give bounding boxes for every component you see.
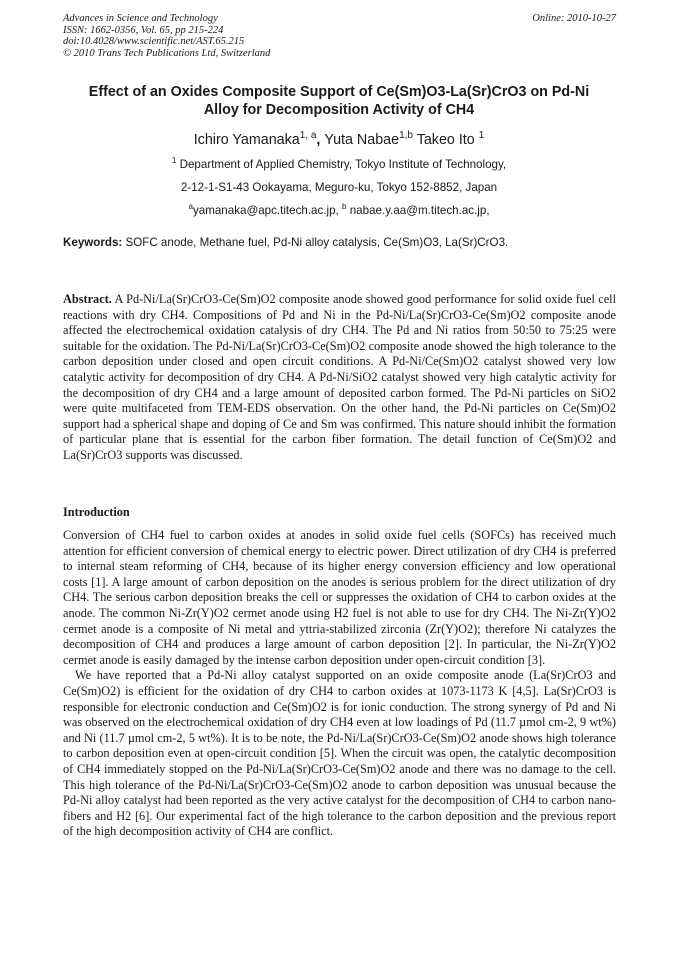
keywords bbox=[63, 236, 623, 250]
author-2-affil: 1,b bbox=[399, 130, 413, 142]
author-1-affil: 1, a bbox=[299, 130, 317, 142]
author-3: Takeo Ito bbox=[412, 132, 479, 148]
affiliation-line-1 bbox=[40, 158, 638, 172]
intro-paragraph-2: We have reported that a Pd-Ni alloy catalyst supported on an oxide composite anode (La(Sr)CrO3 and Ce(Sm)O2) is efficient for the oxidation of dry CH4 to carbon oxides at 1073-1173 K [4,5]. La(Sr)CrO3 is responsible for electronic conduction and Ce(Sm)O2 is for ionic conduction. The strong synergy of Pd and Ni was observed on the electrochemical oxidation of dry CH4 even at low loadings of Pd (11.7 µmol cm-2, 9 wt%) and Ni (11.7 µmol cm-2, 5 wt%). It is to be note, the Pd-Ni/La(Sr)CrO3-Ce(Sm)O2 anode shows high tolerance to carbon deposition even at open-circuit condition [5]. When the circuit was open, the catalytic decomposition of CH4 immediately stopped on the Pd-Ni/La(Sr)CrO3-Ce(Sm)O2 anode and there was no damage to the cell. This high tolerance of the Pd-Ni/La(Sr)CrO3-Ce(Sm)O2 anode to carbon deposition was unusual because the Pd-Ni alloy catalyst had been reported as the very active catalyst for the decomposition of CH4 to carbon nano-fibers and H2 [6]. Our experimental fact of the high tolerance to the carbon deposition and the previous report of the high decomposition activity of CH4 are conflict. bbox=[63, 668, 616, 839]
email-b: nabae.y.aa@m.titech.ac.jp, bbox=[346, 204, 490, 217]
keywords-text: SOFC anode, Methane fuel, Pd-Ni alloy catalysis, Ce(Sm)O3, La(Sr)CrO3. bbox=[122, 236, 509, 249]
copyright: © 2010 Trans Tech Publications Ltd, Switzerland bbox=[63, 47, 271, 59]
email-a: yamanaka@apc.titech.ac.jp, bbox=[192, 204, 342, 217]
title-line-1: Effect of an Oxides Composite Support of Ce(Sm)O3-La(Sr)CrO3 on Pd-Ni bbox=[88, 84, 590, 100]
author-list bbox=[40, 131, 638, 149]
author-1: Ichiro Yamanaka bbox=[193, 132, 300, 148]
doi: doi:10.4028/www.scientific.net/AST.65.215 bbox=[63, 36, 245, 47]
abstract bbox=[63, 292, 616, 464]
introduction-body bbox=[63, 528, 616, 840]
keywords-label: Keywords: bbox=[63, 236, 123, 249]
author-emails bbox=[40, 204, 638, 218]
journal-header bbox=[63, 13, 616, 59]
journal-name: Advances in Science and Technology bbox=[63, 13, 218, 24]
abstract-text: A Pd-Ni/La(Sr)CrO3-Ce(Sm)O2 composite anode showed good performance for solid oxide fuel cell reactions with dry CH4. Compositions of Pd and Ni in the Pd-Ni/La(Sr)CrO3-Ce(Sm)O2 composite anode affected the electrochemical oxidation catalysis of dry CH4. The Pd and Ni ratios from 50:50 to 75:25 were suitable for the oxidation. The Pd-Ni/La(Sr)CrO3-Ce(Sm)O2 composite anode showed the high tolerance to the carbon deposition under closed and open circuit conditions. A Pd-Ni/Ce(Sm)O2 catalyst showed very low catalytic activity for decomposition of dry CH4. A Pd-Ni/SiO2 catalyst showed very high catalytic activity for the decomposition of dry CH4 and a large amount of deposited carbon formed. The Pd-Ni particles on SiO2 were quite multifaceted from TEM-EDS observation. On the other hand, the Pd-Ni particles on Ce(Sm)O2 support had a spherical shape and doping of Ce and Sm was confirmed. This nature should inhibit the formation of particular plane that is essential for the carbon fiber formation. The detail function of Ce(Sm)O2 and La(Sr)CrO3 supports was discussed. bbox=[63, 292, 616, 462]
affiliation-sup: 1 bbox=[171, 156, 177, 166]
author-separator: , bbox=[316, 132, 325, 148]
abstract-label: Abstract. bbox=[63, 292, 112, 306]
author-3-affil: 1 bbox=[478, 130, 485, 142]
affiliation-address: 2-12-1-S1-43 Ookayama, Meguro-ku, Tokyo 152-8852, Japan bbox=[180, 181, 498, 194]
issn: ISSN: 1662-0356, Vol. 65, pp 215-224 bbox=[63, 24, 224, 36]
email-sup-b: b bbox=[342, 202, 347, 212]
title-line-2: Alloy for Decomposition Activity of CH4 bbox=[203, 102, 475, 118]
introduction-heading: Introduction bbox=[63, 505, 130, 519]
online-date: Online: 2010-10-27 bbox=[532, 13, 616, 24]
email-sup-a: a bbox=[188, 202, 193, 212]
intro-paragraph-1: Conversion of CH4 fuel to carbon oxides at anodes in solid oxide fuel cells (SOFCs) has received much attention for efficient conversion of chemical energy to electric power. Direct utilization of dry CH4 is preferred to internal steam reforming of CH4, because of its higher energy conversion efficiency and low operational costs [1]. A large amount of carbon deposition on the anodes is serious problem for the direct utilization of dry CH4. The serious carbon deposition breaks the cell or suppresses the oxidation of CH4 to carbon oxides at the anode. The common Ni-Zr(Y)O2 cermet anode using H2 fuel is not able to use for dry CH4. The Ni-Zr(Y)O2 cermet anode is a composite of Ni metal and yttria-stabilized zirconia (Zr(Y)O2); therefore Ni catalyzes the decomposition of CH4 and produces a large amount of carbon deposition [2]. In particular, the Ni-Zr(Y)O2 cermet anode is easily damaged by the intense carbon deposition under open-circuit condition [3]. bbox=[63, 528, 616, 667]
author-2: Yuta Nabae bbox=[324, 132, 400, 148]
affiliation-dept: Department of Applied Chemistry, Tokyo Institute of Technology, bbox=[176, 158, 507, 171]
paper-title bbox=[50, 83, 628, 119]
